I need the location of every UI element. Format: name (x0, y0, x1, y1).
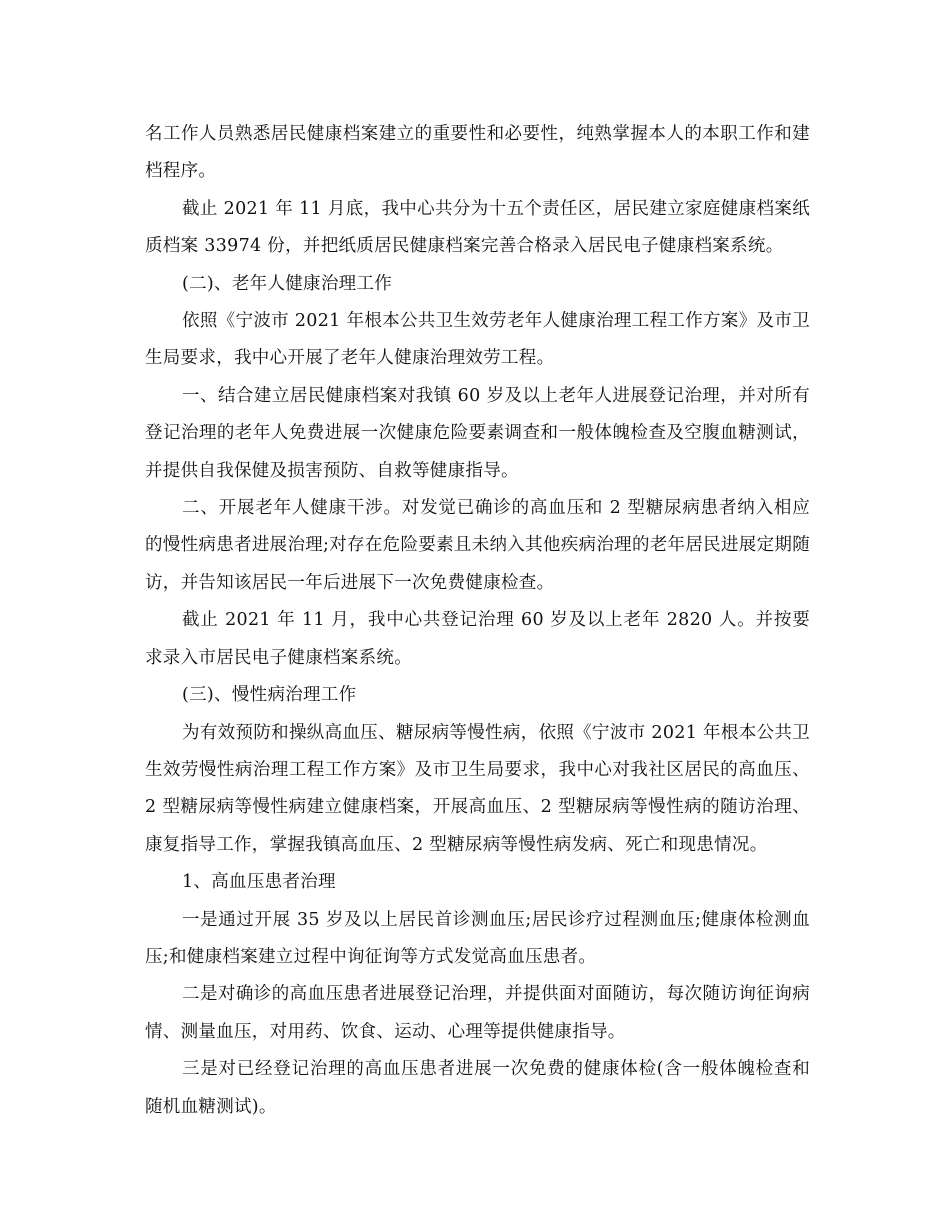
paragraph-chronic-basis: 为有效预防和操纵高血压、糖尿病等慢性病，依照《宁波市 2021 年根本公共卫生效劳慢性病治理工程工作方案》及市卫生局要求，我中心对我社区居民的高血压、2 型糖尿病等慢性病建立健康档案，开展高血压、2 型糖尿病等慢性病的随访治理、康复指导工作，掌握我镇高血压、2 型糖尿病等慢性病发病、死亡和现患情况。 (145, 722, 810, 855)
paragraph-archive-count: 截止 2021 年 11 月底，我中心共分为十五个责任区，居民建立家庭健康档案纸质档案 33974 份，并把纸质居民健康档案完善合格录入居民电子健康档案系统。 (145, 198, 810, 257)
document-body (145, 116, 810, 1126)
paragraph-elderly-count: 截止 2021 年 11 月，我中心共登记治理 60 岁及以上老年 2820 人。并按要求录入市居民电子健康档案系统。 (145, 610, 810, 668)
paragraph-elderly-basis: 依照《宁波市 2021 年根本公共卫生效劳老年人健康治理工程工作方案》及市卫生局要求，我中心开展了老年人健康治理效劳工程。 (145, 311, 810, 369)
paragraph-hypertension-3: 三是对已经登记治理的高血压患者进展一次免费的健康体检(含一般体魄检查和随机血糖测试)。 (145, 1059, 810, 1117)
paragraph-elderly-item-1: 一、结合建立居民健康档案对我镇 60 岁及以上老年人进展登记治理，并对所有登记治理的老年人免费进展一次健康危险要素调查和一般体魄检查及空腹血糖测试，并提供自我保健及损害预防、自救等健康指导。 (145, 385, 810, 481)
paragraph-continuation: 名工作人员熟悉居民健康档案建立的重要性和必要性，纯熟掌握本人的本职工作和建档程序。 (145, 124, 810, 182)
subheading-hypertension: 1、高血压患者治理 (182, 872, 336, 893)
paragraph-elderly-item-2: 二、开展老年人健康干涉。对发觉已确诊的高血压和 2 型糖尿病患者纳入相应的慢性病患者进展治理;对存在危险要素且未纳入其他疾病治理的老年居民进展定期随访，并告知该居民一年后进展下一次免费健康检查。 (145, 498, 810, 593)
section-heading-elderly: (二)、老年人健康治理工作 (182, 273, 393, 294)
section-heading-chronic: (三)、慢性病治理工作 (182, 685, 357, 706)
paragraph-hypertension-1: 一是通过开展 35 岁及以上居民首诊测血压;居民诊疗过程测血压;健康体检测血压;和健康档案建立过程中询征询等方式发觉高血压患者。 (145, 909, 810, 967)
paragraph-hypertension-2: 二是对确诊的高血压患者进展登记治理，并提供面对面随访，每次随访询征询病情、测量血压，对用药、饮食、运动、心理等提供健康指导。 (145, 984, 810, 1042)
